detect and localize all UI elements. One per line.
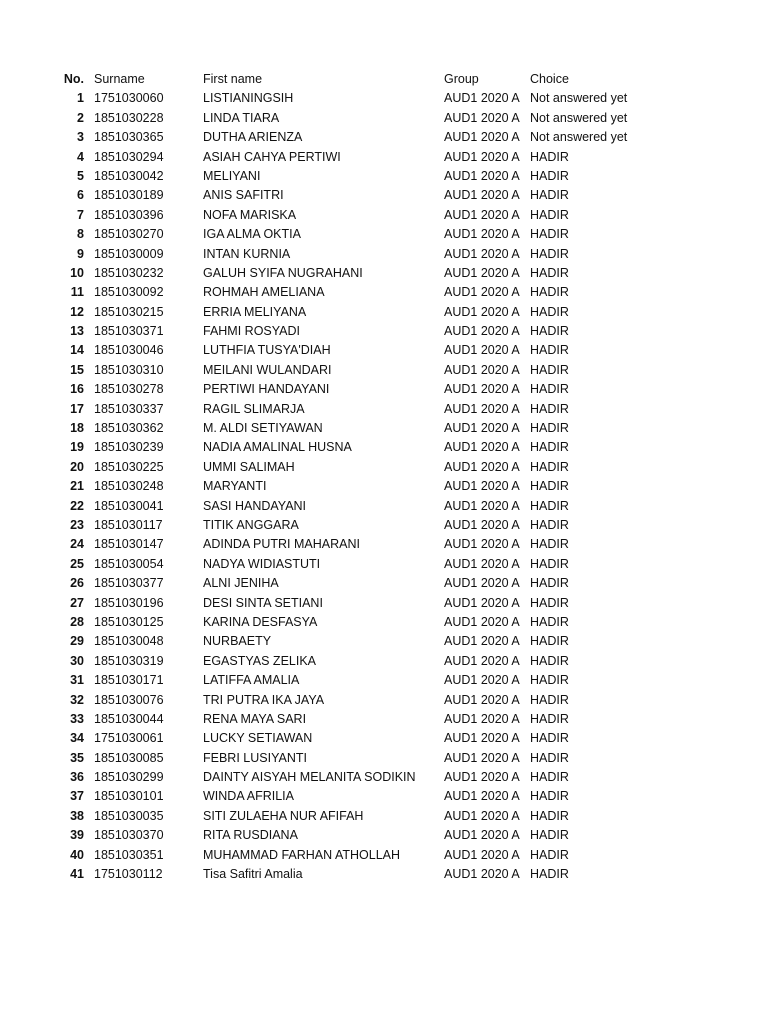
row-first-name: NOFA MARISKA [203, 207, 297, 222]
row-surname: 1751030060 [94, 91, 164, 106]
row-surname: 1851030377 [94, 576, 164, 591]
row-choice: HADIR [530, 401, 569, 416]
row-number: 39 [70, 828, 84, 843]
row-choice: HADIR [530, 692, 569, 707]
row-surname: 1851030046 [94, 343, 164, 358]
row-surname: 1851030147 [94, 537, 164, 552]
table-row [0, 322, 768, 341]
row-choice: HADIR [530, 440, 569, 455]
row-choice: Not answered yet [530, 110, 628, 125]
row-first-name: NURBAETY [203, 634, 272, 649]
row-first-name: EGASTYAS ZELIKA [203, 653, 317, 668]
row-number: 6 [77, 188, 84, 203]
row-surname: 1851030048 [94, 634, 164, 649]
row-first-name: ERRIA MELIYANA [203, 304, 307, 319]
row-group: AUD1 2020 A [444, 692, 520, 707]
row-first-name: MELIYANI [203, 168, 261, 183]
row-number: 38 [70, 808, 84, 823]
row-choice: HADIR [530, 711, 569, 726]
row-group: AUD1 2020 A [444, 498, 520, 513]
row-number: 11 [70, 285, 84, 300]
row-group: AUD1 2020 A [444, 304, 520, 319]
header-first-name: First name [203, 72, 263, 86]
row-choice: HADIR [530, 479, 569, 494]
row-number: 18 [70, 421, 84, 436]
row-choice: HADIR [530, 750, 569, 765]
row-surname: 1851030299 [94, 770, 164, 785]
row-group: AUD1 2020 A [444, 382, 520, 397]
row-surname: 1851030041 [94, 498, 164, 513]
row-choice: HADIR [530, 828, 569, 843]
table-row [0, 787, 768, 806]
row-first-name: M. ALDI SETIYAWAN [203, 421, 323, 436]
table-row [0, 671, 768, 690]
row-surname: 1851030009 [94, 246, 164, 261]
row-number: 32 [70, 692, 84, 707]
table-row [0, 128, 768, 147]
row-choice: HADIR [530, 537, 569, 552]
row-first-name: WINDA AFRILIA [203, 789, 294, 804]
row-first-name: SITI ZULAEHA NUR AFIFAH [203, 808, 364, 823]
row-first-name: LISTIANINGSIH [203, 91, 294, 106]
row-group: AUD1 2020 A [444, 673, 520, 688]
row-surname: 1851030232 [94, 265, 164, 280]
row-choice: HADIR [530, 459, 569, 474]
row-group: AUD1 2020 A [444, 808, 520, 823]
row-number: 15 [70, 362, 84, 377]
row-surname: 1851030117 [94, 517, 163, 532]
row-number: 23 [70, 517, 84, 532]
row-first-name: ASIAH CAHYA PERTIWI [203, 149, 341, 164]
row-first-name: UMMI SALIMAH [203, 459, 295, 474]
row-surname: 1851030076 [94, 692, 164, 707]
row-first-name: LUCKY SETIAWAN [203, 731, 313, 746]
row-surname: 1851030044 [94, 711, 164, 726]
row-group: AUD1 2020 A [444, 343, 520, 358]
row-first-name: FEBRI LUSIYANTI [203, 750, 307, 765]
row-surname: 1851030171 [94, 673, 164, 688]
table-row [0, 458, 768, 477]
row-first-name: FAHMI ROSYADI [203, 324, 301, 339]
header-group: Group [444, 72, 479, 86]
row-first-name: NADIA AMALINAL HUSNA [203, 440, 352, 455]
row-choice: Not answered yet [530, 130, 628, 145]
row-number: 19 [70, 440, 84, 455]
row-choice: HADIR [530, 498, 569, 513]
row-number: 36 [70, 770, 84, 785]
row-choice: Not answered yet [530, 91, 628, 106]
table-row [0, 477, 768, 496]
table-row [0, 109, 768, 128]
row-number: 25 [70, 556, 84, 571]
row-number: 14 [70, 343, 84, 358]
row-group: AUD1 2020 A [444, 91, 520, 106]
row-surname: 1851030196 [94, 595, 164, 610]
row-first-name: NADYA WIDIASTUTI [203, 556, 321, 571]
row-group: AUD1 2020 A [444, 401, 520, 416]
table-row [0, 283, 768, 302]
row-surname: 1851030365 [94, 130, 164, 145]
row-choice: HADIR [530, 634, 569, 649]
row-group: AUD1 2020 A [444, 110, 520, 125]
row-surname: 1851030101 [94, 789, 164, 804]
row-number: 26 [70, 576, 84, 591]
row-first-name: KARINA DESFASYA [203, 614, 318, 629]
row-number: 3 [77, 130, 84, 145]
table-row [0, 613, 768, 632]
row-group: AUD1 2020 A [444, 750, 520, 765]
row-number: 28 [70, 614, 84, 629]
attendance-sheet [0, 70, 768, 884]
row-first-name: ROHMAH AMELIANA [203, 285, 325, 300]
row-first-name: RENA MAYA SARI [203, 711, 307, 726]
row-number: 13 [70, 324, 84, 339]
row-first-name: TRI PUTRA IKA JAYA [203, 692, 325, 707]
row-first-name: ANIS SAFITRI [203, 188, 284, 203]
row-surname: 1851030228 [94, 110, 164, 125]
header-surname: Surname [94, 72, 145, 86]
row-number: 35 [70, 750, 84, 765]
row-first-name: LUTHFIA TUSYA'DIAH [203, 343, 331, 358]
row-group: AUD1 2020 A [444, 595, 520, 610]
table-body [0, 89, 768, 884]
table-row [0, 89, 768, 108]
row-number: 27 [70, 595, 84, 610]
row-number: 34 [70, 731, 84, 746]
row-surname: 1851030248 [94, 479, 164, 494]
row-group: AUD1 2020 A [444, 731, 520, 746]
table-row [0, 400, 768, 419]
row-number: 5 [77, 168, 84, 183]
row-choice: HADIR [530, 789, 569, 804]
row-group: AUD1 2020 A [444, 188, 520, 203]
row-group: AUD1 2020 A [444, 653, 520, 668]
row-first-name: ADINDA PUTRI MAHARANI [203, 537, 360, 552]
row-number: 33 [70, 711, 84, 726]
row-number: 7 [77, 207, 84, 222]
table-row [0, 846, 768, 865]
row-number: 8 [77, 227, 84, 242]
row-choice: HADIR [530, 517, 569, 532]
row-group: AUD1 2020 A [444, 324, 520, 339]
row-number: 20 [70, 459, 84, 474]
row-choice: HADIR [530, 362, 569, 377]
table-row [0, 826, 768, 845]
row-surname: 1851030294 [94, 149, 164, 164]
row-first-name: RAGIL SLIMARJA [203, 401, 305, 416]
row-choice: HADIR [530, 808, 569, 823]
row-group: AUD1 2020 A [444, 770, 520, 785]
row-first-name: Tisa Safitri Amalia [203, 867, 303, 882]
row-number: 9 [77, 246, 84, 261]
row-group: AUD1 2020 A [444, 556, 520, 571]
row-group: AUD1 2020 A [444, 227, 520, 242]
table-row [0, 652, 768, 671]
row-number: 2 [77, 110, 84, 125]
table-row [0, 264, 768, 283]
row-surname: 1851030362 [94, 421, 164, 436]
table-row [0, 303, 768, 322]
table-row [0, 768, 768, 787]
row-number: 29 [70, 634, 84, 649]
row-group: AUD1 2020 A [444, 847, 520, 862]
row-group: AUD1 2020 A [444, 828, 520, 843]
row-group: AUD1 2020 A [444, 537, 520, 552]
table-row [0, 710, 768, 729]
row-first-name: ALNI JENIHA [203, 576, 279, 591]
row-group: AUD1 2020 A [444, 517, 520, 532]
row-surname: 1851030319 [94, 653, 164, 668]
row-group: AUD1 2020 A [444, 614, 520, 629]
row-number: 21 [70, 479, 84, 494]
row-surname: 1851030215 [94, 304, 164, 319]
row-choice: HADIR [530, 168, 569, 183]
row-number: 31 [70, 673, 84, 688]
row-surname: 1851030092 [94, 285, 164, 300]
row-number: 4 [77, 149, 84, 164]
row-choice: HADIR [530, 343, 569, 358]
row-first-name: IGA ALMA OKTIA [203, 227, 301, 242]
row-group: AUD1 2020 A [444, 789, 520, 804]
row-choice: HADIR [530, 265, 569, 280]
row-first-name: LINDA TIARA [203, 110, 280, 125]
row-number: 24 [70, 537, 84, 552]
row-surname: 1851030337 [94, 401, 164, 416]
row-first-name: DAINTY AISYAH MELANITA SODIKIN [203, 770, 416, 785]
table-row [0, 186, 768, 205]
row-group: AUD1 2020 A [444, 459, 520, 474]
row-group: AUD1 2020 A [444, 149, 520, 164]
row-first-name: GALUH SYIFA NUGRAHANI [203, 265, 363, 280]
row-choice: HADIR [530, 847, 569, 862]
row-surname: 1851030085 [94, 750, 164, 765]
row-surname: 1851030278 [94, 382, 164, 397]
row-group: AUD1 2020 A [444, 130, 520, 145]
table-row [0, 167, 768, 186]
table-row [0, 691, 768, 710]
table-row [0, 225, 768, 244]
row-number: 40 [70, 847, 84, 862]
row-group: AUD1 2020 A [444, 634, 520, 649]
table-row [0, 632, 768, 651]
row-number: 30 [70, 653, 84, 668]
row-surname: 1851030042 [94, 168, 164, 183]
table-row [0, 419, 768, 438]
row-surname: 1851030225 [94, 459, 164, 474]
row-first-name: DUTHA ARIENZA [203, 130, 303, 145]
row-surname: 1851030239 [94, 440, 164, 455]
row-number: 37 [70, 789, 84, 804]
row-surname: 1851030054 [94, 556, 164, 571]
row-number: 1 [77, 91, 84, 106]
row-choice: HADIR [530, 770, 569, 785]
row-choice: HADIR [530, 421, 569, 436]
row-first-name: MARYANTI [203, 479, 267, 494]
row-surname: 1751030112 [94, 867, 163, 882]
table-row [0, 594, 768, 613]
row-choice: HADIR [530, 149, 569, 164]
row-surname: 1851030035 [94, 808, 164, 823]
row-first-name: SASI HANDAYANI [203, 498, 307, 513]
row-surname: 1751030061 [94, 731, 164, 746]
row-first-name: DESI SINTA SETIANI [203, 595, 323, 610]
row-choice: HADIR [530, 653, 569, 668]
row-choice: HADIR [530, 673, 569, 688]
row-group: AUD1 2020 A [444, 246, 520, 261]
row-number: 17 [70, 401, 84, 416]
row-first-name: TITIK ANGGARA [203, 517, 299, 532]
table-row [0, 341, 768, 360]
row-choice: HADIR [530, 576, 569, 591]
row-number: 12 [70, 304, 84, 319]
header-choice: Choice [530, 72, 569, 86]
row-choice: HADIR [530, 324, 569, 339]
row-group: AUD1 2020 A [444, 440, 520, 455]
row-choice: HADIR [530, 595, 569, 610]
table-row [0, 380, 768, 399]
row-choice: HADIR [530, 614, 569, 629]
row-number: 10 [70, 265, 84, 280]
table-row [0, 206, 768, 225]
row-choice: HADIR [530, 285, 569, 300]
row-surname: 1851030310 [94, 362, 164, 377]
row-choice: HADIR [530, 246, 569, 261]
table-row [0, 497, 768, 516]
row-group: AUD1 2020 A [444, 421, 520, 436]
row-first-name: LATIFFA AMALIA [203, 673, 300, 688]
row-number: 22 [70, 498, 84, 513]
row-choice: HADIR [530, 207, 569, 222]
row-number: 41 [70, 867, 84, 882]
row-first-name: MUHAMMAD FARHAN ATHOLLAH [203, 847, 401, 862]
row-surname: 1851030370 [94, 828, 164, 843]
row-choice: HADIR [530, 382, 569, 397]
row-choice: HADIR [530, 556, 569, 571]
row-surname: 1851030270 [94, 227, 164, 242]
table-row [0, 574, 768, 593]
row-choice: HADIR [530, 227, 569, 242]
row-surname: 1851030189 [94, 188, 164, 203]
table-row [0, 438, 768, 457]
row-surname: 1851030371 [94, 324, 164, 339]
table-row [0, 865, 768, 884]
row-first-name: PERTIWI HANDAYANI [203, 382, 330, 397]
row-group: AUD1 2020 A [444, 479, 520, 494]
header-no: No. [63, 72, 84, 86]
table-row [0, 245, 768, 264]
row-surname: 1851030351 [94, 847, 164, 862]
table-row [0, 148, 768, 167]
row-group: AUD1 2020 A [444, 265, 520, 280]
row-choice: HADIR [530, 188, 569, 203]
row-group: AUD1 2020 A [444, 207, 520, 222]
row-group: AUD1 2020 A [444, 168, 520, 183]
row-group: AUD1 2020 A [444, 362, 520, 377]
row-choice: HADIR [530, 867, 569, 882]
row-surname: 1851030125 [94, 614, 164, 629]
table-row [0, 516, 768, 535]
table-row [0, 555, 768, 574]
table-row [0, 807, 768, 826]
row-group: AUD1 2020 A [444, 576, 520, 591]
row-number: 16 [70, 382, 84, 397]
table-row [0, 749, 768, 768]
row-first-name: MEILANI WULANDARI [203, 362, 332, 377]
row-group: AUD1 2020 A [444, 867, 520, 882]
row-first-name: RITA RUSDIANA [203, 828, 298, 843]
row-choice: HADIR [530, 304, 569, 319]
header-row [0, 70, 768, 89]
row-surname: 1851030396 [94, 207, 164, 222]
table-row [0, 535, 768, 554]
row-choice: HADIR [530, 731, 569, 746]
table-row [0, 729, 768, 748]
row-group: AUD1 2020 A [444, 285, 520, 300]
row-first-name: INTAN KURNIA [203, 246, 291, 261]
row-group: AUD1 2020 A [444, 711, 520, 726]
table-row [0, 361, 768, 380]
